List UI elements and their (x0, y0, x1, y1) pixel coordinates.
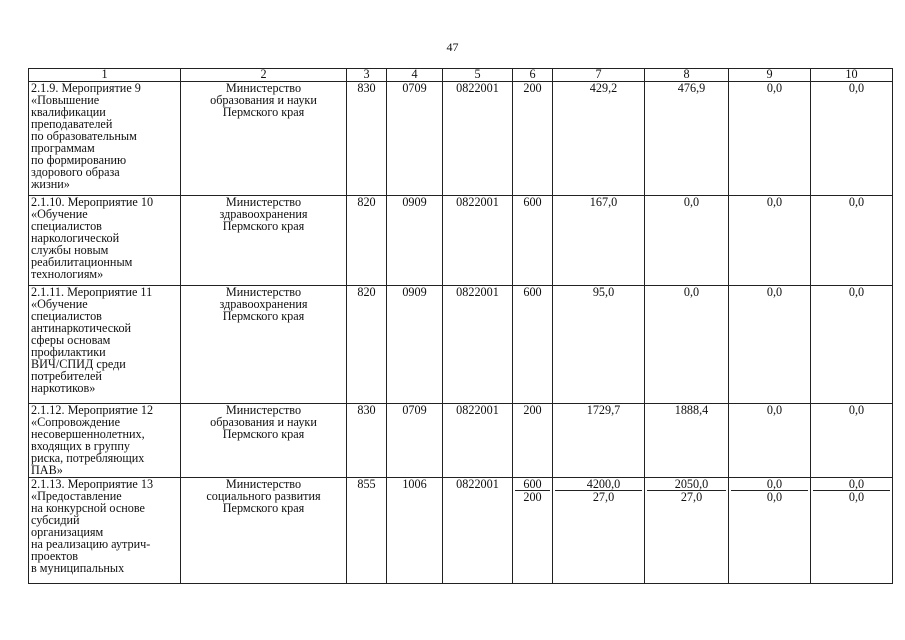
value-line: 0,0 (766, 490, 783, 504)
column-header-6: 6 (513, 69, 553, 82)
value-line: 167,0 (589, 195, 618, 209)
executor-cell: Министерство здравоохранения Пермского края (181, 196, 347, 286)
code-cell-4: 0909 (387, 196, 443, 286)
value-cell-7 (553, 286, 645, 404)
column-header-9: 9 (729, 69, 811, 82)
measure-name-cell: 2.1.10. Мероприятие 10 «Обучение специалистов наркологической службы новым реабилитационным технологиям» (29, 196, 181, 286)
value-line: 0,0 (848, 403, 865, 417)
executor-cell: Министерство образования и науки Пермского края (181, 82, 347, 196)
value-line: 200 (523, 403, 542, 417)
value-cell-10 (811, 404, 893, 478)
executor-cell: Министерство здравоохранения Пермского края (181, 286, 347, 404)
budget-table (28, 68, 893, 584)
value-cell-9 (729, 286, 811, 404)
executor-cell: Министерство социального развития Пермского края (181, 478, 347, 584)
value-line: 0,0 (766, 195, 783, 209)
value-line: 0,0 (766, 81, 783, 95)
code-cell-5: 0822001 (443, 196, 513, 286)
code-cell-4: 1006 (387, 478, 443, 584)
column-header-2: 2 (181, 69, 347, 82)
code-cell-4: 0909 (387, 286, 443, 404)
measure-name-cell: 2.1.12. Мероприятие 12 «Сопровождение несовершеннолетних, входящих в группу риска, потребляющих ПАВ» (29, 404, 181, 478)
measure-name-cell: 2.1.13. Мероприятие 13 «Предоставление на конкурсной основе субсидий организациям на реализацию аутрич- проектов в муниципальных (29, 478, 181, 584)
code-cell-3: 830 (347, 404, 387, 478)
table-row (29, 286, 893, 404)
value-cell-10 (811, 82, 893, 196)
value-cell-8 (645, 404, 729, 478)
measure-name-cell: 2.1.9. Мероприятие 9 «Повышение квалификации преподавателей по образовательным программам по формированию здорового образа жизни» (29, 82, 181, 196)
value-line: 0,0 (683, 195, 700, 209)
value-line: 0,0 (766, 403, 783, 417)
value-line: 600 (523, 285, 542, 299)
table-row (29, 404, 893, 478)
code-cell-3: 830 (347, 82, 387, 196)
value-cell-8 (645, 478, 729, 584)
value-line: 429,2 (589, 81, 618, 95)
value-line: 0,0 (731, 478, 808, 491)
value-line: 0,0 (848, 195, 865, 209)
table-row (29, 478, 893, 584)
value-cell-8 (645, 286, 729, 404)
value-line: 27,0 (592, 490, 615, 504)
table-row (29, 196, 893, 286)
code-cell-3: 820 (347, 286, 387, 404)
value-line: 476,9 (677, 81, 706, 95)
table-body (29, 82, 893, 584)
code-cell-5: 0822001 (443, 478, 513, 584)
value-line: 27,0 (680, 490, 703, 504)
value-cell-10 (811, 196, 893, 286)
code-cell-3: 855 (347, 478, 387, 584)
table-row (29, 82, 893, 196)
column-header-1: 1 (29, 69, 181, 82)
value-cell-6 (513, 82, 553, 196)
executor-cell: Министерство образования и науки Пермского края (181, 404, 347, 478)
value-cell-9 (729, 404, 811, 478)
column-header-10: 10 (811, 69, 893, 82)
column-header-5: 5 (443, 69, 513, 82)
value-cell-8 (645, 82, 729, 196)
value-cell-8 (645, 196, 729, 286)
page-number: 47 (446, 40, 459, 54)
value-line: 0,0 (848, 81, 865, 95)
column-header-7: 7 (553, 69, 645, 82)
measure-name-cell: 2.1.11. Мероприятие 11 «Обучение специалистов антинаркотической сферы основам профилактики ВИЧ/СПИД среди потребителей наркотиков» (29, 286, 181, 404)
value-line: 600 (515, 478, 550, 491)
value-line: 600 (523, 195, 542, 209)
value-cell-10 (811, 286, 893, 404)
value-line: 1729,7 (586, 403, 621, 417)
value-line: 2050,0 (647, 478, 726, 491)
code-cell-5: 0822001 (443, 404, 513, 478)
value-line: 4200,0 (555, 478, 642, 491)
value-cell-9 (729, 196, 811, 286)
value-cell-6 (513, 196, 553, 286)
value-line: 200 (523, 81, 542, 95)
value-line: 95,0 (592, 285, 615, 299)
value-cell-7 (553, 478, 645, 584)
column-header-3: 3 (347, 69, 387, 82)
value-line: 0,0 (848, 285, 865, 299)
header-row (29, 69, 893, 82)
value-cell-7 (553, 82, 645, 196)
value-line: 1888,4 (674, 403, 709, 417)
value-line: 0,0 (766, 285, 783, 299)
value-cell-6 (513, 286, 553, 404)
code-cell-5: 0822001 (443, 286, 513, 404)
value-cell-7 (553, 196, 645, 286)
value-line: 0,0 (683, 285, 700, 299)
value-cell-6 (513, 478, 553, 584)
value-cell-9 (729, 82, 811, 196)
code-cell-4: 0709 (387, 404, 443, 478)
value-cell-9 (729, 478, 811, 584)
code-cell-4: 0709 (387, 82, 443, 196)
value-line: 200 (523, 490, 542, 504)
code-cell-5: 0822001 (443, 82, 513, 196)
value-cell-7 (553, 404, 645, 478)
value-cell-6 (513, 404, 553, 478)
column-header-8: 8 (645, 69, 729, 82)
value-cell-10 (811, 478, 893, 584)
value-line: 0,0 (848, 490, 865, 504)
column-header-4: 4 (387, 69, 443, 82)
code-cell-3: 820 (347, 196, 387, 286)
value-line: 0,0 (813, 478, 890, 491)
